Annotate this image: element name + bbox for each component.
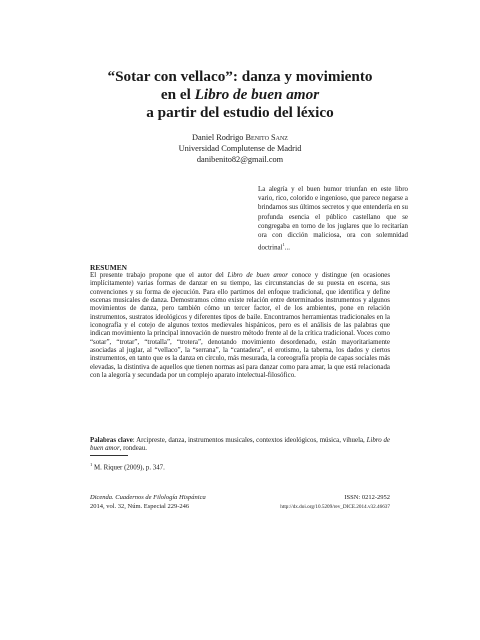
keywords-label: Palabras clave bbox=[90, 437, 133, 444]
title-line-1: “Sotar con vellaco”: danza y movimiento bbox=[107, 68, 373, 85]
author-name bbox=[40, 132, 440, 143]
article-title bbox=[40, 68, 440, 122]
journal-identifiers bbox=[280, 494, 390, 511]
footnote bbox=[90, 462, 165, 471]
title-line-3: a partir del estudio del léxico bbox=[146, 104, 334, 121]
abstract-book-name: Libro de buen amor bbox=[227, 272, 288, 279]
issn: ISSN: 0212-2952 bbox=[344, 494, 390, 501]
author-email: danibenito82@gmail.com bbox=[196, 155, 284, 164]
author-block bbox=[40, 132, 440, 165]
epigraph bbox=[258, 185, 408, 253]
keywords-end: , rondeau. bbox=[119, 445, 148, 453]
footnote-mark: 1 bbox=[90, 462, 93, 467]
epigraph-footnote-mark: 1 bbox=[282, 242, 285, 248]
doi-link[interactable]: http://dx.doi.org/10.5209/rev_DICE.2014.v32.46637 bbox=[280, 503, 390, 510]
epigraph-text: La alegría y el buen humor triunfan en este libro vario, rico, colorido e ingenioso, que parece negarse a brindarnos sus últimos secretos y que entendería en su profunda esencia el público castellano que se congregaba en torno de los juglares que lo recitarían ora con dicción maliciosa, ora con solemnidad doctrinal bbox=[258, 186, 408, 252]
footnote-text: M. Riquer (2009), p. 347. bbox=[92, 464, 165, 472]
title-line-2 bbox=[40, 86, 440, 104]
abstract-part-2: conoce y distingue (en ocasiones implícitamente) varias formas de danzar en su tiempo, las circunstancias de su puesta en escena, sus convenciones y su forma de ejecución. Para ello partimos del enfoque tradicional, que identifica y define escenas musicales de danza. Demostramos cómo existe relación entre determinados instrumentos y algunos movimientos de danza, pero también cómo un tercer factor, el de los ambientes, pone en relación instrumentos, sustratos ideológicos y diferentes tipos de baile. Encontramos herramientas tradicionales en la iconografía y el cotejo de algunos textos medievales hispánicos, pero es el análisis de las palabras que indican movimiento la principal innovación de nuestro método frente al de la crítica tradicional. Voces como “sotar”, “trotar”, “trotalla”, “trotera”, denotando movimiento desordenado, están mayoritariamente asociadas al juglar, al “vellaco”, la “serrana”, la “cantadera”, el erotismo, la taberna, los dados y ciertos instrumentos, en tanto que es la danza en círculo, más mesurada, la coreografía propia de capas sociales más elevadas, la distintiva de aquellos que tienen normas así para danzar como para amar, la que está relacionada con la alegoría y secundada por un complejo aparato intelectual-filosófico. bbox=[90, 272, 391, 380]
abstract-text bbox=[90, 272, 390, 380]
journal-citation bbox=[90, 494, 206, 511]
title-book-name: Libro de buen amor bbox=[194, 86, 320, 103]
journal-volume: 2014, vol. 32, Núm. Especial 229-246 bbox=[90, 502, 190, 510]
keywords-list: : Arcipreste, danza, instrumentos musicales, contextos ideológicos, música, vihuela, bbox=[132, 437, 367, 444]
journal-name: Dicenda. Cuadernos de Filología Hispánica bbox=[90, 494, 206, 501]
keywords-book-name: Libro de buen amor bbox=[90, 437, 390, 453]
abstract-heading: RESUMEN bbox=[90, 263, 127, 272]
footnote-divider bbox=[90, 455, 128, 456]
author-affiliation: Universidad Complutense de Madrid bbox=[178, 144, 302, 153]
epigraph-ellipsis: ... bbox=[284, 244, 290, 252]
title-line-2-start: en el bbox=[160, 86, 195, 103]
keywords bbox=[90, 437, 390, 454]
abstract-part-1: El presente trabajo propone que el autor del bbox=[90, 272, 228, 279]
author-surname: Benito Sanz bbox=[245, 133, 288, 142]
author-given-name: Daniel Rodrigo bbox=[192, 133, 246, 142]
